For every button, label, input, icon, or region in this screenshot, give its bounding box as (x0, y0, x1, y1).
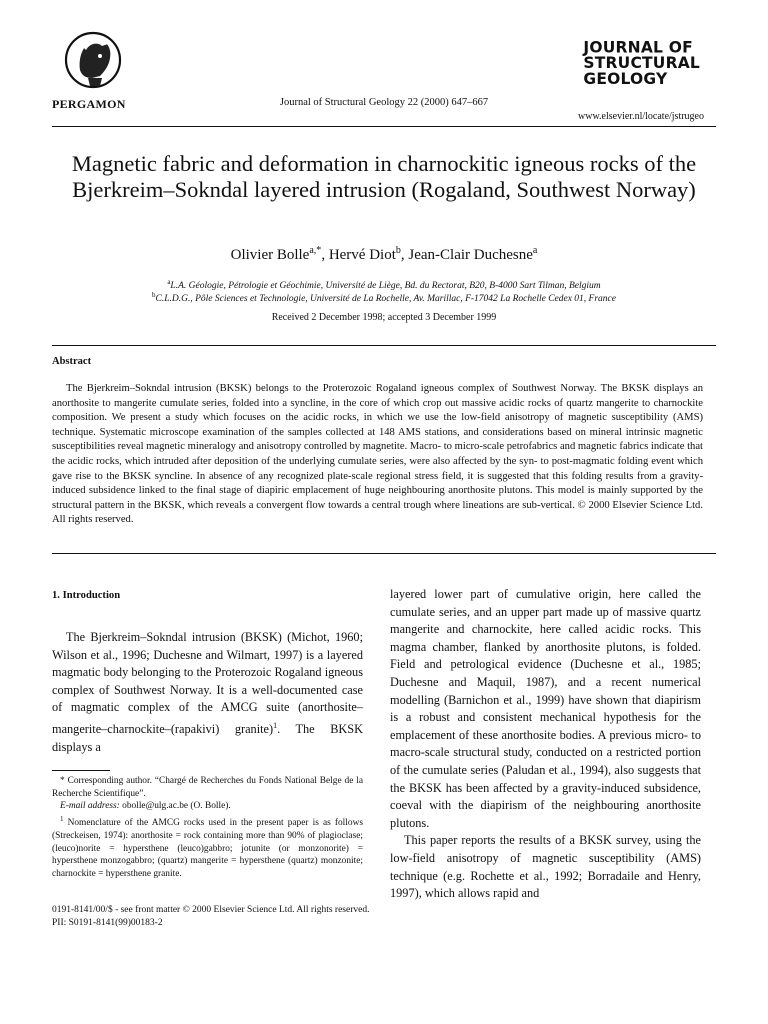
author-name: Jean-Clair Duchesne (408, 247, 533, 263)
footnote-text: Nomenclature of the AMCG rocks used in the present paper is as follows (Streckeisen, 1974): anorthosite = rock containing more than 90% of plagioclase; (leuco)norite = hypersthene (leuco)gabbro; jotunite (or monzonorite) = hypersthene monzogabbro; (quartz) mangerite = hypersthene (quartz) monzonite; charnockite = hypersthene granite. (52, 818, 363, 880)
received-dates: Received 2 December 1998; accepted 3 December 1999 (271, 312, 497, 323)
email-label: E-mail address: (60, 801, 120, 812)
author-mark: a (532, 245, 538, 256)
paragraph-text-end: . The BKSK displays a (52, 722, 363, 754)
author-name: Hervé Diot (328, 247, 396, 263)
paragraph-text: The Bjerkreim–Sokndal intrusion (BKSK) (Michot, 1960; Wilson et al., 1996; Duchesne and Wilmart, 1997) is a layered magmatic body belonging to the Proterozoic Rogaland igneous complex of Southwest Norway. It is a well-documented case of magmatic complex of the AMCG suite (anorthosite–mangerite–charnockite–(rapakivi) granite) (52, 630, 363, 737)
affiliation-mark: a (167, 278, 171, 286)
author-mark: a,* (309, 245, 322, 256)
paragraph-text: layered lower part of cumulative origin, here called the cumulate series, and an upper part made up of massive quartz mangerite and charnockite, here called acidic rocks. This magma chamber, flanked by anorthosite plutons, is folded. Field and petrological evidence (Duchesne et al., 1985; Duchesne and Maquil, 1987), and a recent numerical modelling (Barnichon et al., 1999) have shown that diapirism is a robust and consistent mechanical hypothesis for the emplacement of these anorthosite bodies. A previous micro- to macro-scale structural study, conducted on a restricted portion of the cumulate series (Paludan et al., 1994), also suggests that the BKSK has been affected by a gravity-induced subsidence, coeval with the diapirism of the neighbouring anorthosite plutons. (390, 587, 701, 830)
journal-citation: Journal of Structural Geology 22 (2000) 647–667 (279, 97, 489, 108)
journal-logo-line: JOURNAL OF (583, 37, 693, 57)
abstract-bottom-divider (52, 553, 716, 554)
author-name: Olivier Bolle (230, 247, 310, 263)
copyright-line: 0191-8141/00/$ - see front matter © 2000 Elsevier Science Ltd. All rights reserved. (52, 905, 370, 915)
pii-line: PII: S0191-8141(99)00183-2 (52, 918, 163, 928)
abstract-text: The Bjerkreim–Sokndal intrusion (BKSK) belongs to the Proterozoic Rogaland igneous complex of Southwest Norway. The BKSK displays an anorthosite to mangerite cumulate series, folded into a syncline, in the core of which crop out massive acidic rocks of quartz mangerite to charnockite composition. We present a study which focuses on the acidic rocks, in which we use the low-field anisotropy of magnetic susceptibility (AMS) technique. Systematic microscope examination of the samples collected at 148 AMS stations, and considerations based on mineral intrinsic magnetic susceptibilities reveal magnetic mineralogy and anisotropy controlled by magnetite. Macro- to micro-scale petrofabrics and magnetic fabrics indicate that the acidic rocks, which intruded after deposition of the underlying cumulate series, were also affected by the syn- to post-magmatic folding event which gave rise to the BKSK syncline. In absence of any recognized plate-scale regional stress field, it is suggested that this folding results from a gravity-induced subsidence linked to the final stage of diapiric emplacement of huge neighbouring anorthosite plutons. This model is mainly supported by the structural pattern in the BKSK, which reveals a convergent flow towards a central trough where lineations are sub-vertical. © 2000 Elsevier Science Ltd. All rights reserved. (52, 383, 703, 526)
header-divider (52, 126, 716, 127)
article-title: Magnetic fabric and deformation in charnockitic igneous rocks of the Bjerkreim–Sokndal layered intrusion (Rogaland, Southwest Norway) (71, 151, 697, 202)
affiliation-text: C.L.D.G., Pôle Sciences et Technologie, Université de La Rochelle, Av. Marillac, F-17042 La Rochelle Cedex 01, France (155, 294, 616, 304)
footnote-nomenclature (52, 813, 363, 881)
abstract-top-divider (52, 345, 716, 346)
footnote-divider (52, 770, 110, 771)
affiliation-text: L.A. Géologie, Pétrologie et Géochimie, Université de Liège, Bd. du Rectorat, B20, B-4000 Sart Tilman, Belgium (170, 281, 601, 291)
intro-left-paragraph (52, 629, 363, 756)
paragraph-text: This paper reports the results of a BKSK survey, using the low-field anisotropy of magnetic susceptibility (AMS) technique (e.g. Rochette et al., 1992; Borradaile and Henry, 1997), which allows rapid and (390, 833, 701, 901)
publisher-logo (62, 26, 124, 96)
affiliation (0, 291, 768, 304)
journal-url[interactable]: www.elsevier.nl/locate/jstrugeo (578, 111, 704, 122)
author-mark: b (395, 245, 401, 256)
section-heading: 1. Introduction (52, 590, 121, 601)
abstract-heading: Abstract (52, 356, 92, 367)
footnotes (52, 775, 363, 881)
author-list: Olivier Bolle$^{a,*}$, Hervé Diot$^b$, Jean-Clair Duchesne$^a$ (230, 245, 538, 263)
affiliation-mark: b (152, 291, 156, 299)
journal-logo-line: STRUCTURAL (583, 53, 700, 73)
footnote-email (52, 800, 363, 813)
journal-logo (583, 37, 700, 89)
affiliation (0, 278, 768, 291)
publisher-name: PERGAMON (52, 97, 126, 111)
journal-logo-line: GEOLOGY (583, 69, 668, 89)
footnote-mark: 1 (273, 720, 278, 730)
footnote-mark: 1 (60, 815, 64, 824)
footnote-corresponding: * Corresponding author. “Chargé de Recherches du Fonds National Belge de la Recherche Scientifique”. (52, 776, 363, 799)
intro-right-column (390, 586, 701, 903)
copyright-footer (52, 904, 369, 930)
email-value[interactable]: obolle@ulg.ac.be (O. Bolle). (119, 801, 231, 812)
